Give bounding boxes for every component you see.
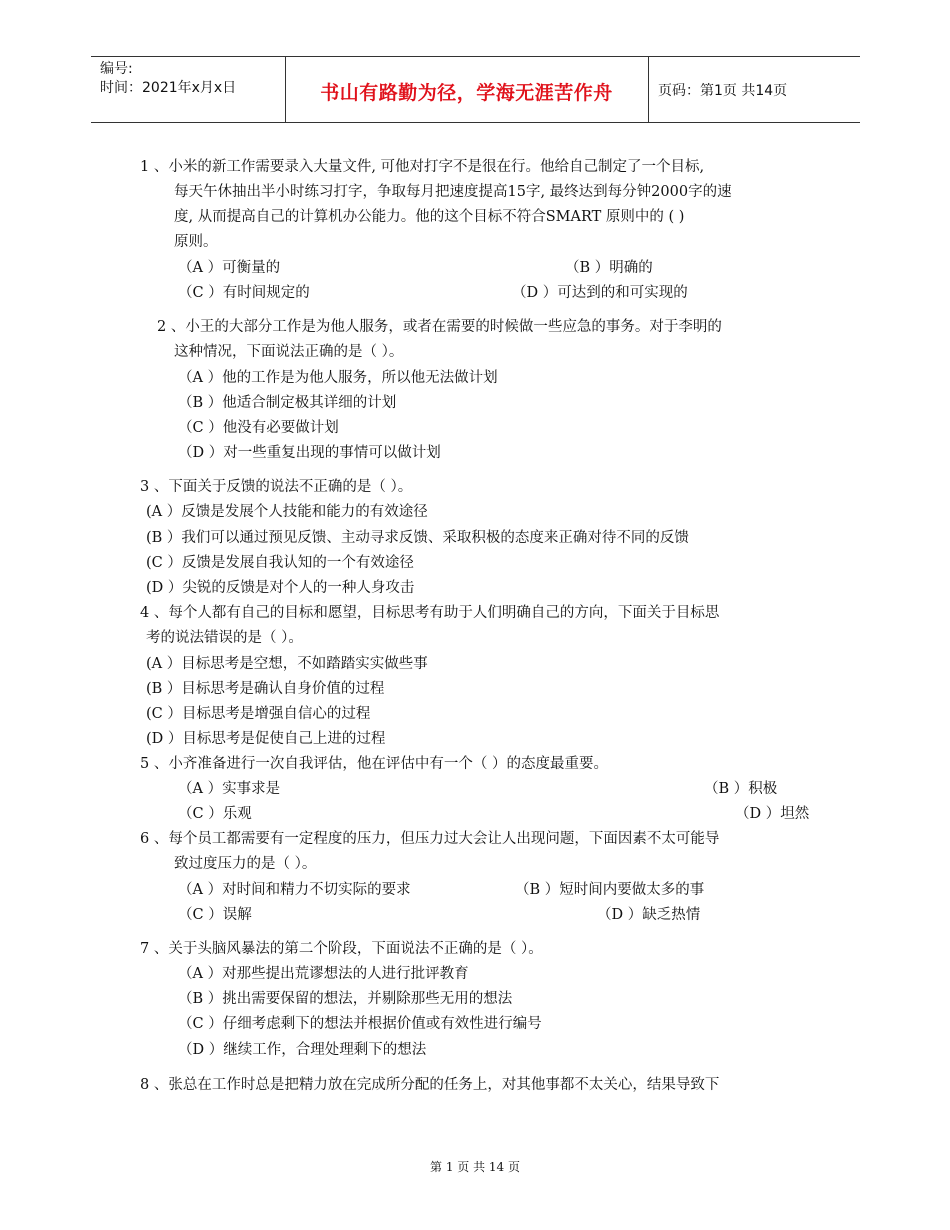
question-4-line-1: 4 、每个人都有自己的目标和愿望，目标思考有助于人们明确自己的方向，下面关于目标思 (140, 605, 720, 621)
question-7-option-d: （D ）继续工作，合理处理剩下的想法 (178, 1042, 427, 1058)
header-top-rule (91, 56, 860, 57)
question-5-option-d: （D ）坦然 (735, 806, 810, 822)
header-page-number: 页码：第1页 共14页 (658, 83, 788, 99)
question-7-option-a: （A ）对那些提出荒谬想法的人进行批评教育 (178, 966, 469, 982)
question-3-line-1: 3 、下面关于反馈的说法不正确的是（ ）。 (140, 479, 413, 495)
question-7-line-1: 7 、关于头脑风暴法的第二个阶段，下面说法不正确的是（ ）。 (140, 941, 543, 957)
question-2-option-b: （B ）他适合制定极其详细的计划 (178, 395, 397, 411)
question-5-option-a: （A ）实事求是 (178, 781, 281, 797)
page-footer: 第 1 页 共 14 页 (430, 1160, 520, 1174)
document-number-label: 编号: (100, 61, 133, 77)
question-4-option-d: (D ）目标思考是促使自己上进的过程 (146, 731, 386, 747)
question-2-option-d: （D ）对一些重复出现的事情可以做计划 (178, 445, 441, 461)
question-3-option-d: (D ）尖锐的反馈是对个人的一种人身攻击 (146, 580, 415, 596)
question-6-line-1: 6 、每个员工都需要有一定程度的压力，但压力过大会让人出现问题，下面因素不太可能导 (140, 831, 720, 847)
question-3-option-a: (A ）反馈是发展个人技能和能力的有效途径 (146, 504, 428, 520)
document-date-label: 时间：2021年x月x日 (100, 80, 237, 96)
question-6-option-d: （D ）缺乏热情 (597, 907, 701, 923)
question-5-option-b: （B ）积极 (704, 781, 778, 797)
question-6-option-a: （A ）对时间和精力不切实际的要求 (178, 882, 411, 898)
question-1-option-b: （B ）明确的 (565, 260, 653, 276)
question-5-option-c: （C ）乐观 (178, 806, 252, 822)
question-3-option-b: (B ）我们可以通过预见反馈、主动寻求反馈、采取积极的态度来正确对待不同的反馈 (146, 530, 689, 546)
question-2-option-c: （C ）他没有必要做计划 (178, 420, 339, 436)
question-1-option-d: （D ）可达到的和可实现的 (512, 285, 688, 301)
question-3-option-c: (C ）反馈是发展自我认知的一个有效途径 (146, 555, 414, 571)
question-4-option-c: (C ）目标思考是增强自信心的过程 (146, 706, 371, 722)
question-4-option-b: (B ）目标思考是确认自身价值的过程 (146, 681, 385, 697)
header-meta (100, 60, 236, 98)
question-1-option-a: （A ）可衡量的 (178, 260, 281, 276)
header-divider-right (648, 56, 649, 122)
question-2-option-a: （A ）他的工作是为他人服务，所以他无法做计划 (178, 370, 498, 386)
header-motto: 书山有路勤为径，学海无涯苦作舟 (320, 82, 613, 104)
question-1-line-1: 1 、小米的新工作需要录入大量文件, 可他对打字不是很在行。他给自己制定了一个目标, (140, 159, 705, 175)
question-1-line-4: 原则。 (174, 234, 218, 250)
question-8-line-1: 8 、张总在工作时总是把精力放在完成所分配的任务上，对其他事都不太关心，结果导致下 (140, 1077, 720, 1093)
question-5-line-1: 5 、小齐准备进行一次自我评估，他在评估中有一个（ ）的态度最重要。 (140, 756, 608, 772)
question-2-line-1: 2 、小王的大部分工作是为他人服务，或者在需要的时候做一些应急的事务。对于李明的 (157, 319, 722, 335)
question-6-line-2: 致过度压力的是（ ）。 (174, 856, 317, 872)
question-1-line-3: 度, 从而提高自己的计算机办公能力。他的这个目标不符合SMART 原则中的 ( ) (174, 209, 685, 225)
question-1-line-2: 每天午休抽出半小时练习打字，争取每月把速度提高15字, 最终达到每分钟2000字的速 (174, 184, 732, 200)
question-6-option-c: （C ）误解 (178, 907, 252, 923)
question-4-option-a: (A ）目标思考是空想，不如踏踏实实做些事 (146, 656, 428, 672)
question-6-option-b: （B ）短时间内要做太多的事 (515, 882, 705, 898)
header-bottom-rule (91, 122, 860, 123)
question-7-option-c: （C ）仔细考虑剩下的想法并根据价值或有效性进行编号 (178, 1016, 542, 1032)
question-7-option-b: （B ）挑出需要保留的想法，并剔除那些无用的想法 (178, 991, 513, 1007)
question-4-line-2: 考的说法错误的是（ ）。 (146, 630, 303, 646)
question-1-option-c: （C ）有时间规定的 (178, 285, 310, 301)
question-2-line-2: 这种情况，下面说法正确的是（ ）。 (174, 344, 404, 360)
